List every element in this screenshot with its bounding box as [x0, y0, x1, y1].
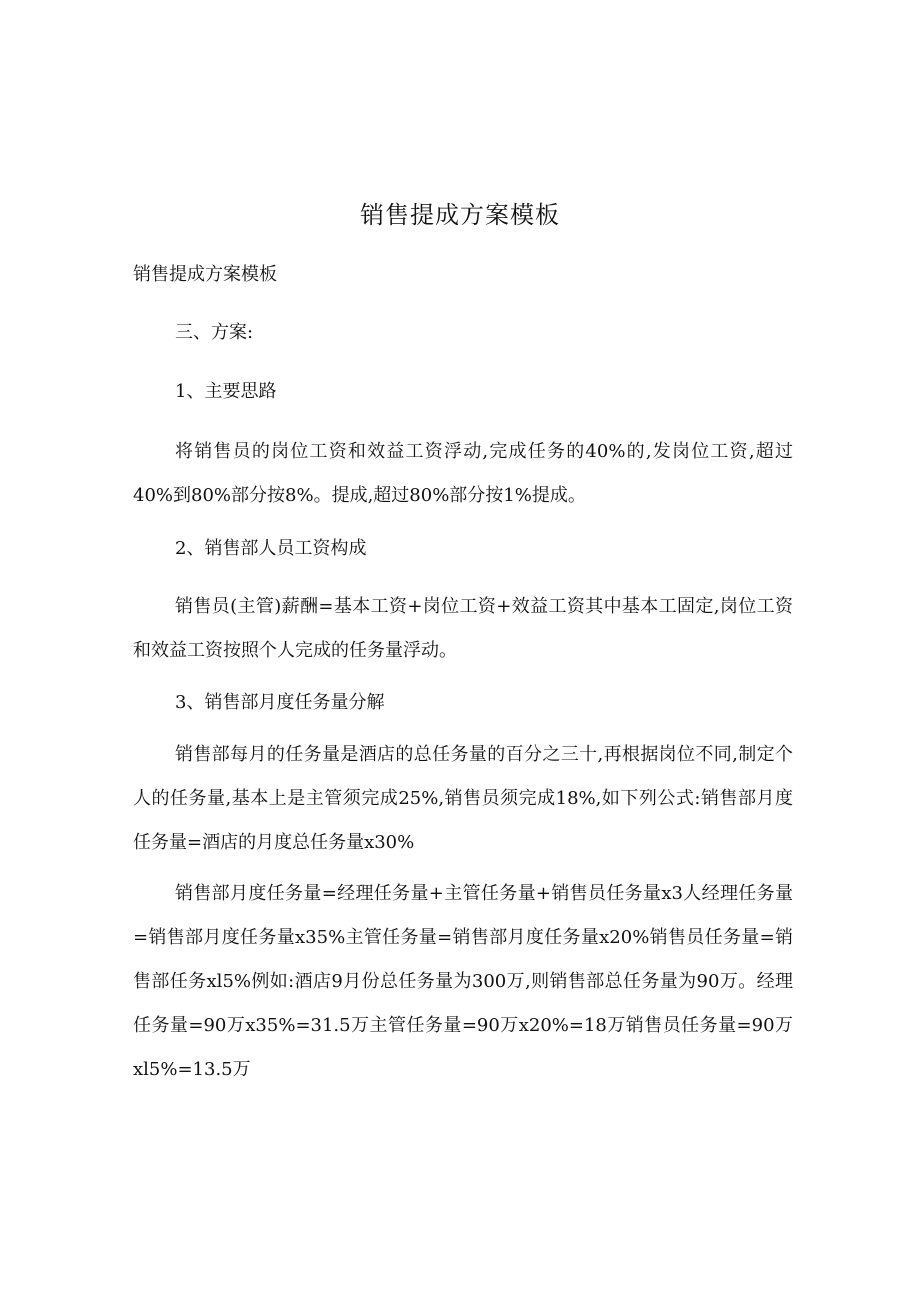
item-heading-3: 3、销售部月度任务量分解: [175, 692, 385, 713]
document-title: 销售提成方案模板: [360, 201, 560, 229]
document-subtitle: 销售提成方案模板: [133, 264, 277, 285]
section-heading: 三、方案:: [175, 322, 254, 343]
paragraph-salary-structure: 销售员(主管)薪酬=基本工资+岗位工资+效益工资其中基本工固定,岗位工资和效益工资按照个人完成的任务量浮动。: [133, 596, 793, 661]
item-heading-1: 1、主要思路: [175, 381, 277, 402]
paragraph-task-formula: 销售部月度任务量=经理任务量+主管任务量+销售员任务量x3人经理任务量=销售部月度任务量x35%主管任务量=销售部月度任务量x20%销售员任务量=销售部任务xl5%例如:酒店9月份总任务量为300万,则销售部总任务量为90万。经理任务量=90万x35%=31.5万主管任务量=90万x20%=18万销售员任务量=90万xl5%=13.5万: [133, 883, 793, 1080]
item-heading-2: 2、销售部人员工资构成: [175, 538, 367, 559]
paragraph-monthly-task: 销售部每月的任务量是酒店的总任务量的百分之三十,再根据岗位不同,制定个人的任务量,基本上是主管须完成25%,销售员须完成18%,如下列公式:销售部月度任务量=酒店的月度总任务量x30%: [133, 744, 793, 853]
paragraph-main-idea: 将销售员的岗位工资和效益工资浮动,完成任务的40%的,发岗位工资,超过40%到80%部分按8%。提成,超过80%部分按1%提成。: [133, 441, 793, 506]
